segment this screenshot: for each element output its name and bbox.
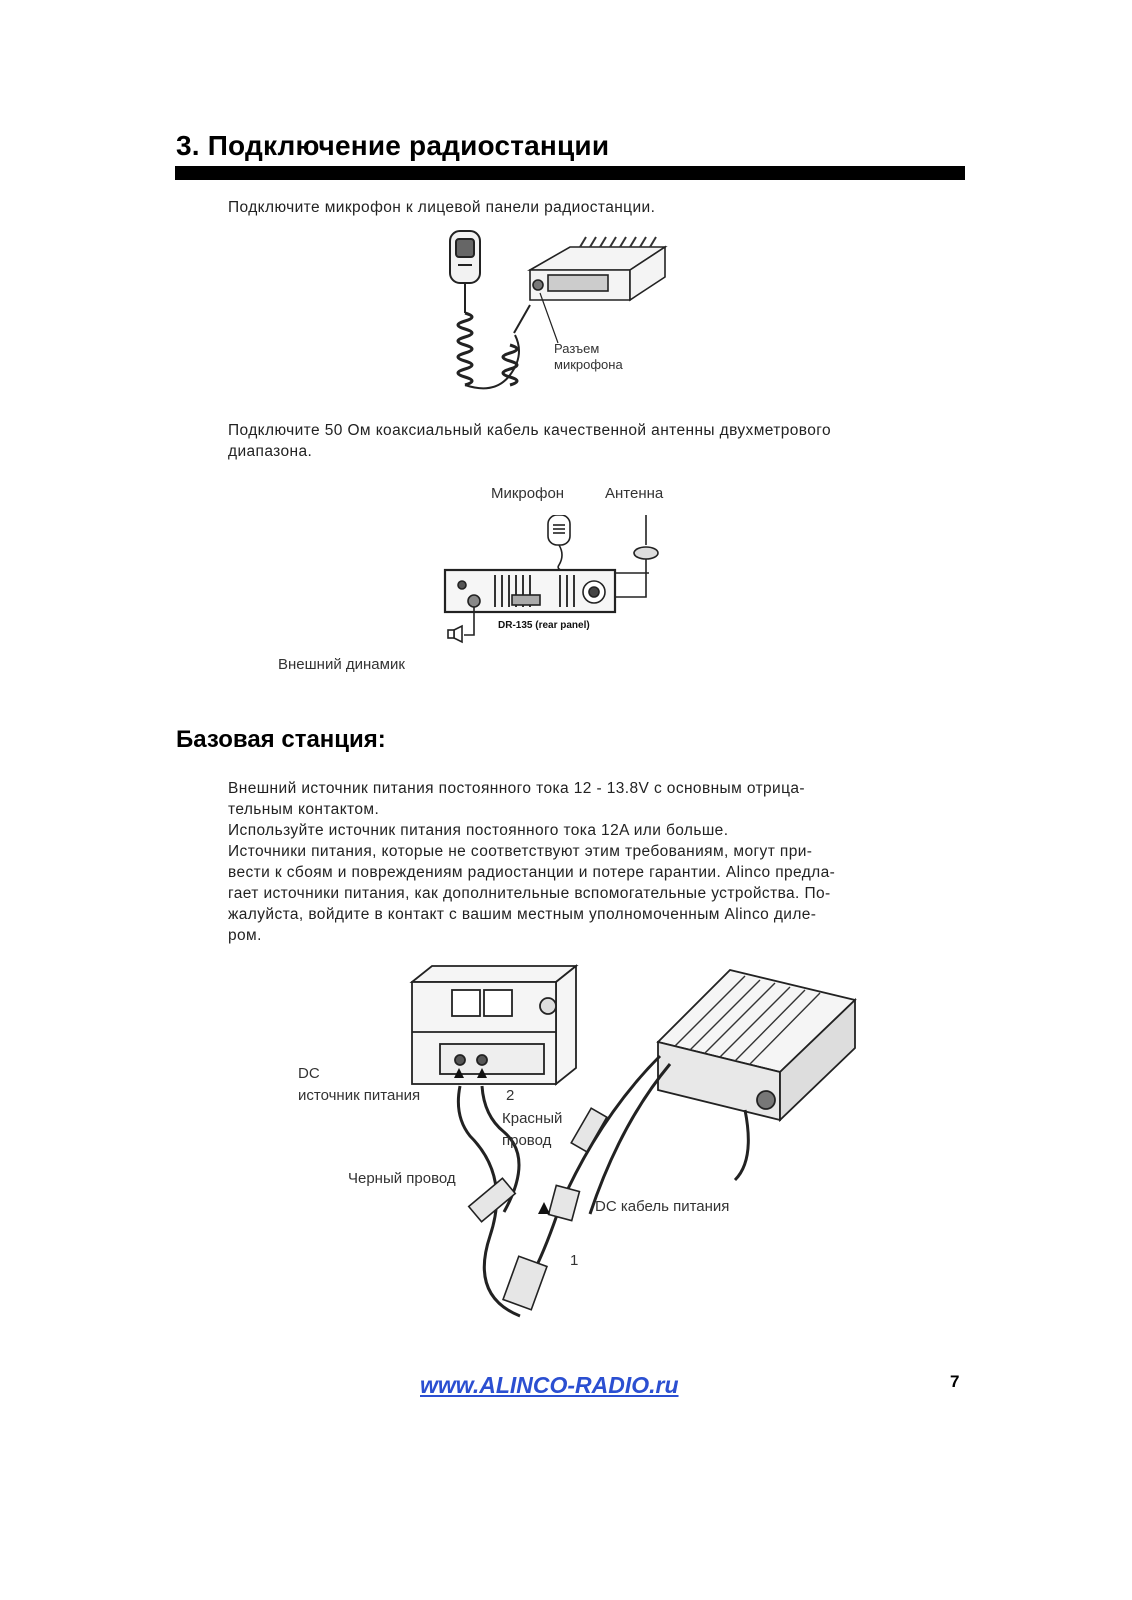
arrow-icon [538,1202,550,1214]
label-power-source: источник питания [298,1087,421,1104]
body-line-8: ром. [228,927,262,944]
figure-rear-panel [440,515,670,665]
body-line-2: тельным контактом. [228,801,380,818]
label-microphone: Микрофон [491,485,565,502]
page-number: 7 [950,1372,960,1391]
radio-front-illustration [530,237,665,300]
body-line-6: гает источники питания, как дополнительные вспомогательные устройства. По- [228,885,831,902]
body-line-4: Источники питания, которые не соответствуют этим требованиям, могут при- [228,843,813,860]
label-black-wire: Черный провод [348,1170,456,1187]
label-dc: DC [298,1065,320,1082]
label-external-speaker: Внешний динамик [278,656,405,673]
instruction-antenna-line2: диапазона. [228,443,313,460]
label-number-1: 1 [570,1252,579,1269]
instruction-microphone: Подключите микрофон к лицевой панели радиостанции. [228,199,656,216]
label-red-wire-line2: провод [502,1132,552,1149]
instruction-antenna-line1: Подключите 50 Ом коаксиальный кабель качественной антенны двухметрового [228,422,832,439]
title-rule [175,166,965,180]
radio-illustration [658,970,855,1120]
figure-microphone-connection [430,225,690,410]
power-supply-illustration [412,966,576,1084]
body-line-7: жалуйста, войдите в контакт с вашим местным уполномоченным Alinco диле- [228,906,817,923]
label-red-wire-line1: Красный [502,1110,563,1127]
label-antenna: Антенна [605,485,664,502]
section-title-base-station: Базовая станция: [176,726,386,753]
figure-dc-power-connection [400,960,880,1340]
mic-connector-label-line2: микрофона [554,357,623,372]
body-line-1: Внешний источник питания постоянного тока 12 - 13.8V с основным отрица- [228,780,805,797]
microphone-illustration [450,231,530,388]
page-title: 3. Подключение радиостанции [176,130,610,161]
label-number-2: 2 [506,1087,515,1104]
microphone-icon [548,515,570,545]
speaker-icon [454,626,462,642]
body-line-5: вести к сбоям и повреждениям радиостанции и потере гарантии. Alinco предла- [228,864,836,881]
label-dc-cable: DC кабель питания [595,1198,730,1215]
website-link[interactable]: www.ALINCO-RADIO.ru [420,1372,679,1398]
body-line-3: Используйте источник питания постоянного тока 12A или больше. [228,822,729,839]
mic-connector-label-line1: Разъем [554,341,600,356]
label-rear-panel: DR-135 (rear panel) [498,620,590,631]
